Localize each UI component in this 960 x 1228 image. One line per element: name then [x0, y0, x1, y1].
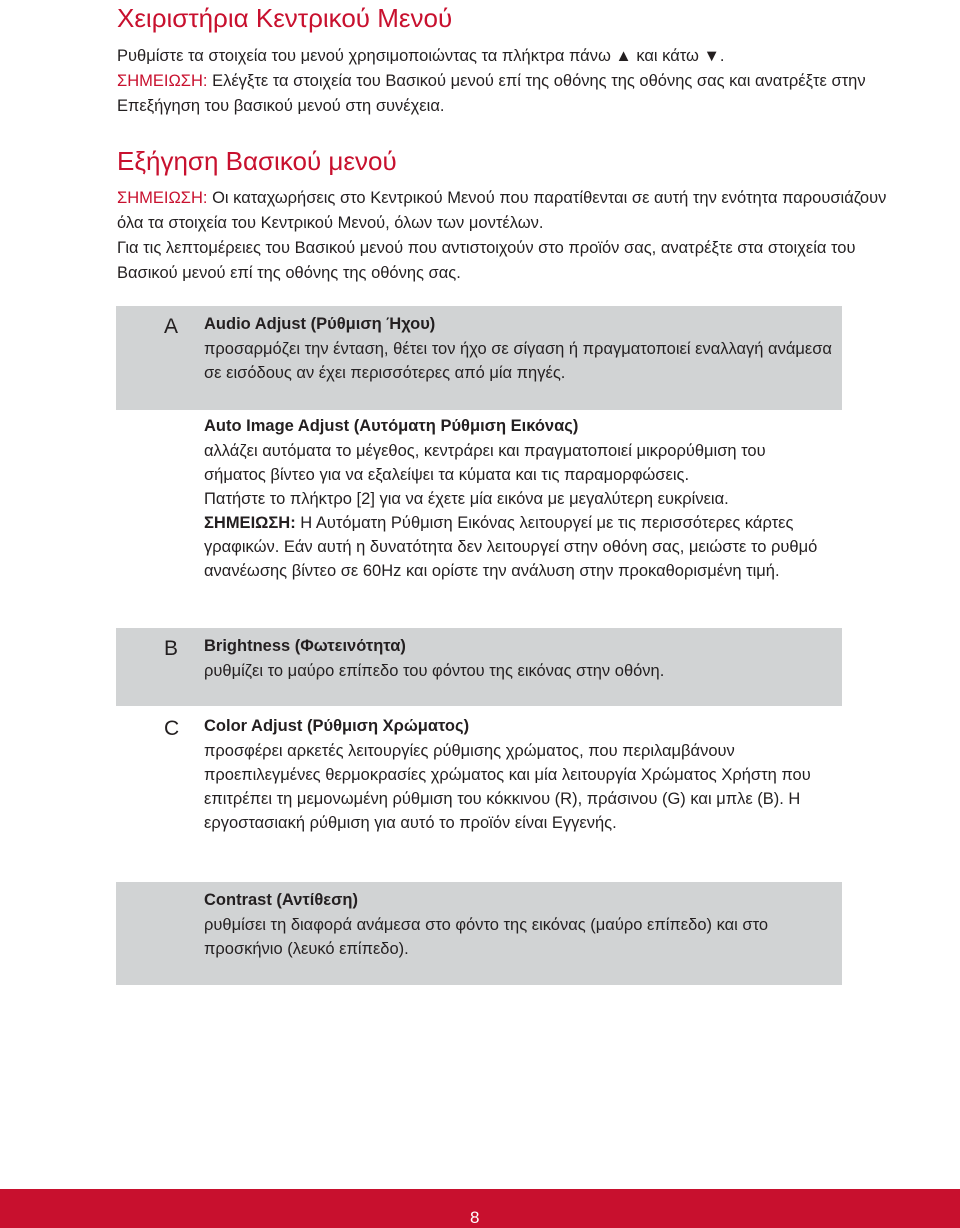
section-note: [117, 186, 917, 286]
entry-note: [204, 511, 832, 583]
entry-description: προσαρμόζει την ένταση, θέτει τον ήχο σε σίγαση ή πραγματοποιεί εναλλαγή ανάμεσα σε εισόδους αν έχει περισσότερες από μία πηγές.: [204, 340, 832, 382]
entry-description: ρυθμίσει τη διαφορά ανάμεσα στο φόντο της εικόνας (μαύρο επίπεδο) και στο προσκήνιο (λευκό επίπεδο).: [204, 916, 769, 958]
note-paragraph-2: Για τις λεπτομέρειες του Βασικού μενού που αντιστοιχούν στο προϊόν σας, ανατρέξτε στα στοιχεία του Βασικού μενού επί της οθόνης της οθόνης σας.: [117, 239, 856, 282]
entry-description: ρυθμίζει το μαύρο επίπεδο του φόντου της εικόνας στην οθόνη.: [204, 662, 665, 680]
entry-title: Audio Adjust (Ρύθμιση Ήχου): [204, 315, 436, 333]
intro-note-label: ΣΗΜΕΙΩΣΗ:: [117, 72, 208, 90]
note-paragraph: [117, 186, 917, 236]
entry-description-2: Πατήστε το πλήκτρο [2] για να έχετε μία εικόνα με μεγαλύτερη ευκρίνεια.: [204, 490, 729, 508]
footer-bar: [0, 1189, 960, 1228]
entry-description: αλλάζει αυτόματα το μέγεθος, κεντράρει και πραγματοποιεί μικρορύθμιση του σήματος βίντεο για να εξαλείψει τα κύματα και τις παραμορφώσεις.: [204, 442, 766, 484]
entry-letter: C: [164, 717, 180, 740]
entry-title: Contrast (Αντίθεση): [204, 891, 358, 909]
entry-note-label: ΣΗΜΕΙΩΣΗ:: [204, 514, 296, 532]
page-title: Χειριστήρια Κεντρικού Μενού: [117, 3, 453, 33]
entry-letter: B: [164, 637, 179, 660]
note-text: Οι καταχωρήσεις στο Κεντρικού Μενού που παρατίθενται σε αυτή την ενότητα παρουσιάζουν όλα τα στοιχεία του Κεντρικού Μενού, όλων των μοντέλων.: [117, 189, 887, 232]
intro-text: [117, 44, 917, 119]
entry-title: Auto Image Adjust (Αυτόματη Ρύθμιση Εικόνας): [204, 417, 579, 435]
section-title: Εξήγηση Βασικού μενού: [117, 146, 397, 176]
intro-note-text: Ελέγξτε τα στοιχεία του Βασικού μενού επί της οθόνης της οθόνης σας και ανατρέξτε στην Επεξήγηση του βασικού μενού στη συνέχεια.: [117, 72, 866, 115]
entry-description: προσφέρει αρκετές λειτουργίες ρύθμισης χρώματος, που περιλαμβάνουν προεπιλεγμένες θερμοκρασίες χρώματος και μία λειτουργία Χρώματος Χρήστη που επιτρέπει τη μεμονωμένη ρύθμιση του κόκκινου (R), πράσινου (G) και μπλε (B). Η εργοστασιακή ρύθμιση για αυτό το προϊόν είναι Εγγενής.: [204, 742, 811, 832]
entry-title: Color Adjust (Ρύθμιση Χρώματος): [204, 717, 470, 735]
entry-auto-image-adjust: [116, 408, 842, 618]
entry-color-adjust: [116, 708, 842, 878]
page-number: 8: [470, 1208, 480, 1227]
entry-contrast: [116, 882, 842, 985]
intro-note: [117, 69, 917, 119]
entry-letter: A: [164, 315, 179, 338]
intro-line: Ρυθμίστε τα στοιχεία του μενού χρησιμοποιώντας τα πλήκτρα πάνω ▲ και κάτω ▼.: [117, 47, 725, 65]
entry-title: Brightness (Φωτεινότητα): [204, 637, 406, 655]
entry-brightness: [116, 628, 842, 706]
entry-note-text: Η Αυτόματη Ρύθμιση Εικόνας λειτουργεί με τις περισσότερες κάρτες γραφικών. Εάν αυτή η δυνατότητα δεν λειτουργεί στην οθόνη σας, μειώστε το ρυθμό ανανέωσης βίντεο σε 60Hz και ορίστε την ανάλυση στην προκαθορισμένη τιμή.: [204, 514, 818, 580]
entry-audio-adjust: [116, 306, 842, 410]
note-label: ΣΗΜΕΙΩΣΗ:: [117, 189, 208, 207]
